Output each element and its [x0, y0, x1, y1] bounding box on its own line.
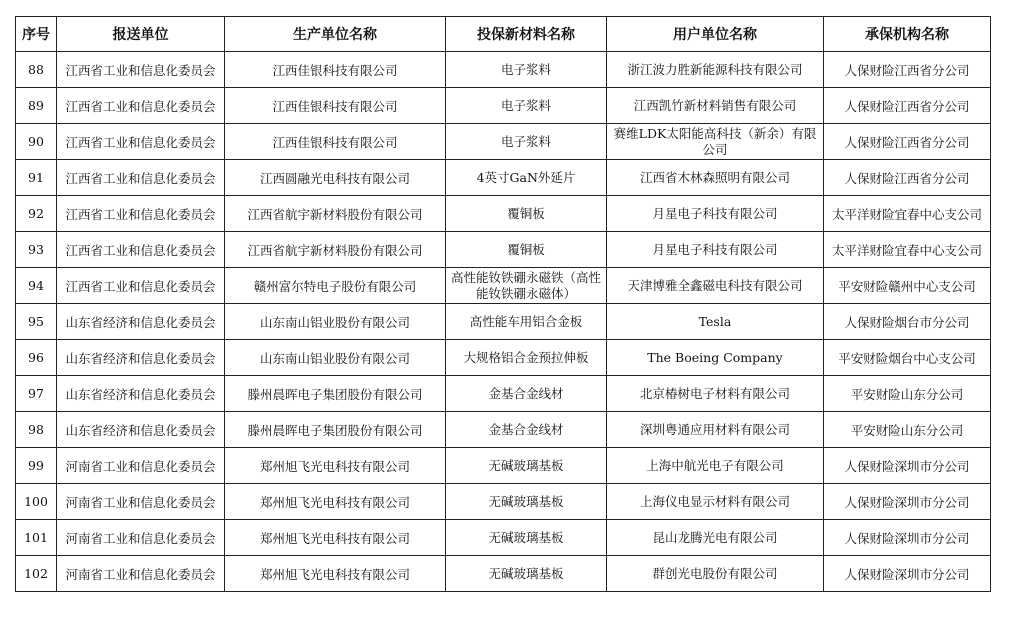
- insurer-cell: 人保财险深圳市分公司: [824, 556, 991, 592]
- insurer-cell: 人保财险江西省分公司: [824, 160, 991, 196]
- header-insurer: 承保机构名称: [824, 17, 991, 52]
- insurer-cell: 人保财险江西省分公司: [824, 52, 991, 88]
- user-cell: 江西凯竹新材料销售有限公司: [607, 88, 824, 124]
- reporter-cell: 江西省工业和信息化委员会: [57, 52, 225, 88]
- producer-cell: 山东南山铝业股份有限公司: [225, 340, 446, 376]
- user-cell: 江西省木林森照明有限公司: [607, 160, 824, 196]
- user-cell: 赛维LDK太阳能高科技（新余）有限公司: [607, 124, 824, 160]
- user-cell: 月星电子科技有限公司: [607, 196, 824, 232]
- producer-cell: 郑州旭飞光电科技有限公司: [225, 448, 446, 484]
- producer-cell: 滕州晨晖电子集团股份有限公司: [225, 412, 446, 448]
- table-row: [16, 124, 991, 160]
- user-cell: 群创光电股份有限公司: [607, 556, 824, 592]
- table-row: [16, 412, 991, 448]
- producer-cell: 江西圆融光电科技有限公司: [225, 160, 446, 196]
- insurer-cell: 太平洋财险宜春中心支公司: [824, 232, 991, 268]
- header-material: 投保新材料名称: [446, 17, 607, 52]
- insurer-cell: 平安财险烟台中心支公司: [824, 340, 991, 376]
- table-header: [16, 17, 991, 52]
- header-row: [16, 17, 991, 52]
- material-cell: 覆铜板: [446, 196, 607, 232]
- material-cell: 无碱玻璃基板: [446, 556, 607, 592]
- reporter-cell: 江西省工业和信息化委员会: [57, 88, 225, 124]
- reporter-cell: 江西省工业和信息化委员会: [57, 124, 225, 160]
- producer-cell: 江西省航宇新材料股份有限公司: [225, 232, 446, 268]
- user-cell: 月星电子科技有限公司: [607, 232, 824, 268]
- producer-cell: 江西省航宇新材料股份有限公司: [225, 196, 446, 232]
- table-row: [16, 340, 991, 376]
- producer-cell: 赣州富尔特电子股份有限公司: [225, 268, 446, 304]
- header-producer: 生产单位名称: [225, 17, 446, 52]
- document-page: [15, 16, 991, 592]
- material-cell: 覆铜板: [446, 232, 607, 268]
- insurer-cell: 平安财险山东分公司: [824, 412, 991, 448]
- table-row: [16, 160, 991, 196]
- reporter-cell: 河南省工业和信息化委员会: [57, 556, 225, 592]
- table-row: [16, 268, 991, 304]
- row-index-cell: 102: [16, 556, 57, 592]
- header-user: 用户单位名称: [607, 17, 824, 52]
- header-reporter: 报送单位: [57, 17, 225, 52]
- insurer-cell: 平安财险赣州中心支公司: [824, 268, 991, 304]
- row-index-cell: 92: [16, 196, 57, 232]
- row-index-cell: 88: [16, 52, 57, 88]
- producer-cell: 山东南山铝业股份有限公司: [225, 304, 446, 340]
- producer-cell: 滕州晨晖电子集团股份有限公司: [225, 376, 446, 412]
- user-cell: 昆山龙腾光电有限公司: [607, 520, 824, 556]
- material-cell: 电子浆料: [446, 52, 607, 88]
- reporter-cell: 河南省工业和信息化委员会: [57, 448, 225, 484]
- table-row: [16, 484, 991, 520]
- table-row: [16, 520, 991, 556]
- user-cell: 上海仪电显示材料有限公司: [607, 484, 824, 520]
- producer-cell: 郑州旭飞光电科技有限公司: [225, 556, 446, 592]
- row-index-cell: 93: [16, 232, 57, 268]
- reporter-cell: 江西省工业和信息化委员会: [57, 160, 225, 196]
- user-cell: 北京椿树电子材料有限公司: [607, 376, 824, 412]
- material-cell: 无碱玻璃基板: [446, 520, 607, 556]
- insurer-cell: 人保财险深圳市分公司: [824, 448, 991, 484]
- row-index-cell: 94: [16, 268, 57, 304]
- material-cell: 电子浆料: [446, 88, 607, 124]
- row-index-cell: 100: [16, 484, 57, 520]
- material-cell: 大规格铝合金预拉伸板: [446, 340, 607, 376]
- insurer-cell: 人保财险江西省分公司: [824, 124, 991, 160]
- reporter-cell: 山东省经济和信息化委员会: [57, 340, 225, 376]
- row-index-cell: 96: [16, 340, 57, 376]
- table-row: [16, 196, 991, 232]
- producer-cell: 江西佳银科技有限公司: [225, 52, 446, 88]
- user-cell: The Boeing Company: [607, 340, 824, 376]
- row-index-cell: 91: [16, 160, 57, 196]
- insurer-cell: 人保财险烟台市分公司: [824, 304, 991, 340]
- producer-cell: 江西佳银科技有限公司: [225, 124, 446, 160]
- material-cell: 4英寸GaN外延片: [446, 160, 607, 196]
- material-cell: 金基合金线材: [446, 412, 607, 448]
- row-index-cell: 95: [16, 304, 57, 340]
- table-row: [16, 376, 991, 412]
- row-index-cell: 101: [16, 520, 57, 556]
- reporter-cell: 河南省工业和信息化委员会: [57, 520, 225, 556]
- table-row: [16, 232, 991, 268]
- producer-cell: 江西佳银科技有限公司: [225, 88, 446, 124]
- material-cell: 电子浆料: [446, 124, 607, 160]
- insurer-cell: 人保财险深圳市分公司: [824, 484, 991, 520]
- table-body: [16, 52, 991, 592]
- insurer-cell: 人保财险深圳市分公司: [824, 520, 991, 556]
- reporter-cell: 江西省工业和信息化委员会: [57, 268, 225, 304]
- user-cell: Tesla: [607, 304, 824, 340]
- user-cell: 天津博雅全鑫磁电科技有限公司: [607, 268, 824, 304]
- material-cell: 无碱玻璃基板: [446, 448, 607, 484]
- user-cell: 深圳粤通应用材料有限公司: [607, 412, 824, 448]
- material-cell: 金基合金线材: [446, 376, 607, 412]
- row-index-cell: 99: [16, 448, 57, 484]
- table-row: [16, 304, 991, 340]
- insurer-cell: 太平洋财险宜春中心支公司: [824, 196, 991, 232]
- reporter-cell: 山东省经济和信息化委员会: [57, 304, 225, 340]
- producer-cell: 郑州旭飞光电科技有限公司: [225, 520, 446, 556]
- row-index-cell: 90: [16, 124, 57, 160]
- reporter-cell: 山东省经济和信息化委员会: [57, 412, 225, 448]
- header-index: 序号: [16, 17, 57, 52]
- user-cell: 上海中航光电子有限公司: [607, 448, 824, 484]
- material-cell: 无碱玻璃基板: [446, 484, 607, 520]
- reporter-cell: 江西省工业和信息化委员会: [57, 232, 225, 268]
- reporter-cell: 山东省经济和信息化委员会: [57, 376, 225, 412]
- row-index-cell: 97: [16, 376, 57, 412]
- user-cell: 浙江波力胜新能源科技有限公司: [607, 52, 824, 88]
- table-row: [16, 52, 991, 88]
- table-row: [16, 88, 991, 124]
- material-cell: 高性能车用铝合金板: [446, 304, 607, 340]
- reporter-cell: 河南省工业和信息化委员会: [57, 484, 225, 520]
- producer-cell: 郑州旭飞光电科技有限公司: [225, 484, 446, 520]
- insurer-cell: 人保财险江西省分公司: [824, 88, 991, 124]
- table-row: [16, 556, 991, 592]
- insurance-table: [15, 16, 991, 592]
- table-row: [16, 448, 991, 484]
- row-index-cell: 89: [16, 88, 57, 124]
- insurer-cell: 平安财险山东分公司: [824, 376, 991, 412]
- row-index-cell: 98: [16, 412, 57, 448]
- material-cell: 高性能钕铁硼永磁铁（高性能钕铁硼永磁体）: [446, 268, 607, 304]
- reporter-cell: 江西省工业和信息化委员会: [57, 196, 225, 232]
